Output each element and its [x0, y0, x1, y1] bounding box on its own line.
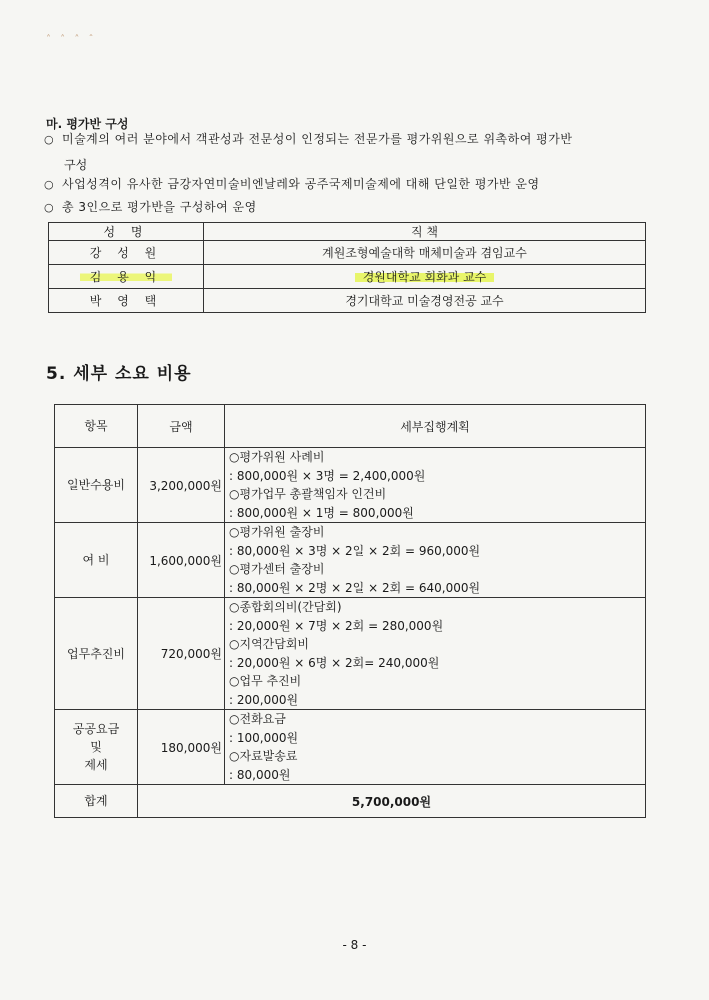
panel-table-header [49, 223, 646, 241]
cost-item: 여 비 [55, 523, 138, 598]
cost-plan: ○평가위원 출장비 : 80,000원 × 3명 × 2일 × 2회 = 960,000원 ○평가센터 출장비 : 80,000원 × 2명 × 2일 × 2회 = 640,000원 [225, 523, 646, 598]
section-heading: 마. 평가반 구성 [46, 117, 129, 131]
bullet-text: 사업성격이 유사한 금강자연미술비엔날레와 공주국제미술제에 대해 단일한 평가반 운영 [62, 177, 540, 191]
table-row [49, 241, 646, 265]
bullet-text: 미술계의 여러 분야에서 객관성과 전문성이 인정되는 전문가를 평가위원으로 위촉하여 평가반 [62, 132, 573, 146]
cost-item: 공공요금 및 제세 [55, 710, 138, 785]
member-position: 계원조형예술대학 매체미술과 겸임교수 [204, 241, 646, 265]
member-name: 강 성 원 [49, 241, 204, 265]
bullet-item [44, 176, 540, 193]
bullet-item [44, 131, 572, 148]
bullet-mark: ○ [44, 133, 55, 146]
cost-amount: 1,600,000원 [138, 523, 225, 598]
total-value: 5,700,000원 [138, 785, 646, 818]
member-position: 경원대학교 회화과 교수 [204, 265, 646, 289]
table-row [55, 523, 646, 598]
cost-plan: ○평가위원 사례비 : 800,000원 × 3명 = 2,400,000원 ○평가업무 총괄책임자 인건비 : 800,000원 × 1명 = 800,000원 [225, 448, 646, 523]
header-position: 직 책 [204, 223, 646, 241]
table-row [49, 289, 646, 313]
header-plan: 세부집행계획 [225, 405, 646, 448]
total-row [55, 785, 646, 818]
cost-table-header [55, 405, 646, 448]
cost-table [54, 404, 646, 818]
member-name: 김 용 익 [49, 265, 204, 289]
cost-amount: 3,200,000원 [138, 448, 225, 523]
cost-item: 업무추진비 [55, 598, 138, 710]
cost-amount: 720,000원 [138, 598, 225, 710]
header-amount: 금액 [138, 405, 225, 448]
header-item: 항목 [55, 405, 138, 448]
page-number: - 8 - [342, 938, 367, 952]
bullet-mark: ○ [44, 201, 55, 214]
member-position: 경기대학교 미술경영전공 교수 [204, 289, 646, 313]
panel-table [48, 222, 646, 313]
bullet-item [44, 199, 257, 216]
bullet-mark: ○ [44, 178, 55, 191]
bullet-continuation: 구성 [64, 158, 88, 172]
scan-smudge: ˄ ˄ ˄ ˆ [46, 34, 97, 45]
cost-amount: 180,000원 [138, 710, 225, 785]
cost-item: 일반수용비 [55, 448, 138, 523]
table-row [55, 598, 646, 710]
table-row-highlighted [49, 265, 646, 289]
header-name: 성 명 [49, 223, 204, 241]
bullet-text: 총 3인으로 평가반을 구성하여 운영 [62, 200, 257, 214]
table-row [55, 710, 646, 785]
member-name: 박 영 택 [49, 289, 204, 313]
cost-plan: ○종합회의비(간담회) : 20,000원 × 7명 × 2회 = 280,000원 ○지역간담회비 : 20,000원 × 6명 × 2회= 240,000원 ○업무 추진비 : 200,000원 [225, 598, 646, 710]
cost-section-title: 5. 세부 소요 비용 [46, 364, 192, 384]
table-row [55, 448, 646, 523]
cost-plan: ○전화요금 : 100,000원 ○자료발송료 : 80,000원 [225, 710, 646, 785]
total-label: 합계 [55, 785, 138, 818]
